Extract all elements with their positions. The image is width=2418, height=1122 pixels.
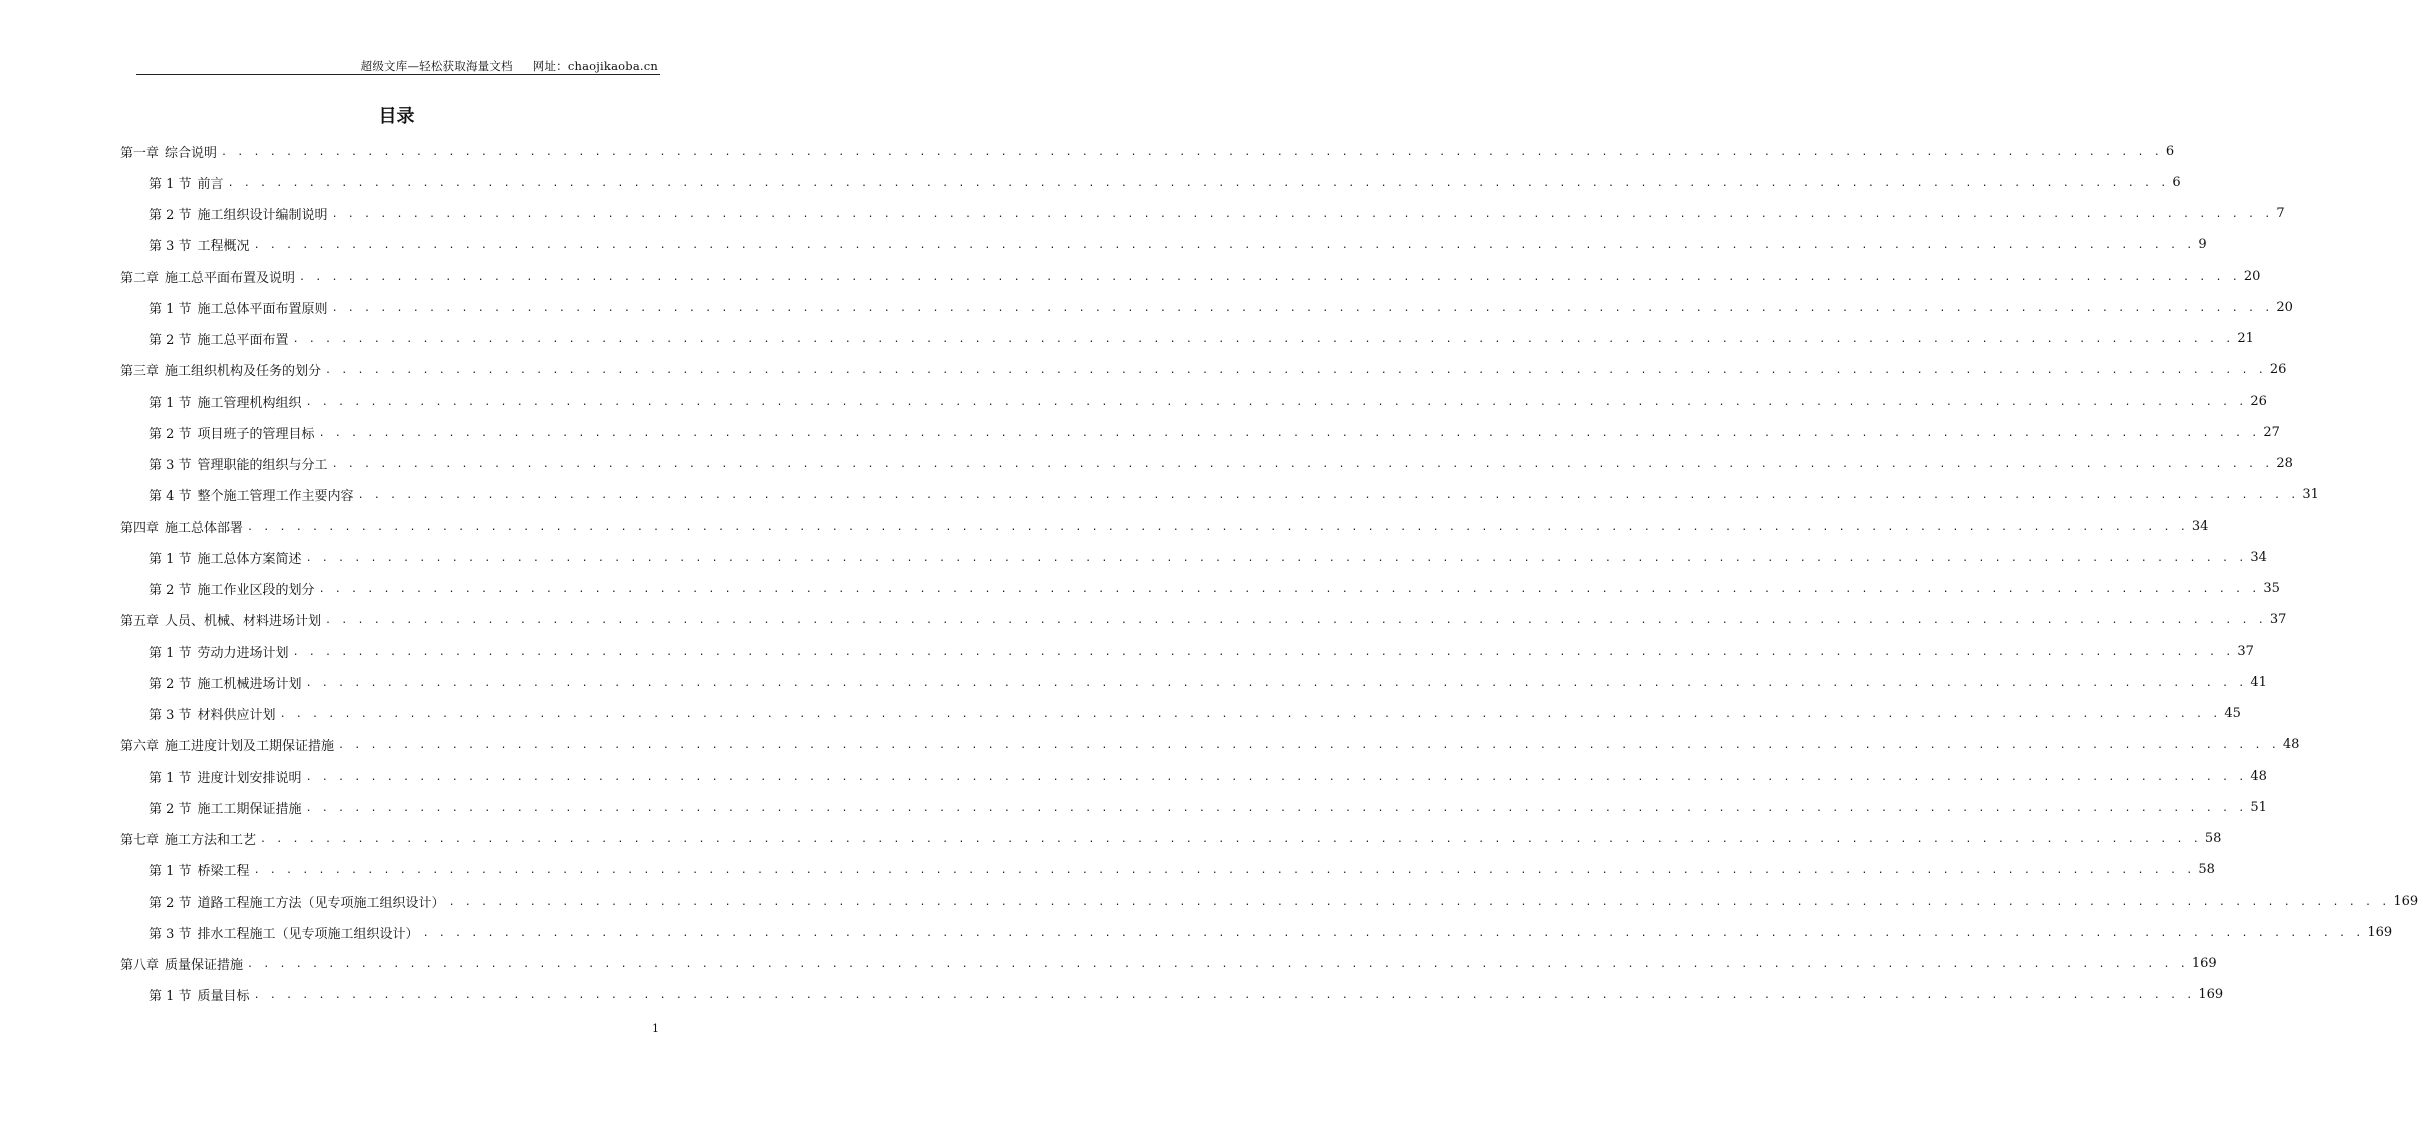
toc-entry-number: 第四章 [120, 520, 160, 536]
toc-page-number: 169 [2367, 924, 2393, 940]
toc-leader-dots: . . . . . . . . . . . . . . . . . . . . . . . . . . . . . . . . . . . . . . . . . . . . . . . . . . . . . . . . . . . . . . . . . . . . . . . . . . . . . . . . . . . . . . . . . . . . . . . . . . . . . . . . . . . . . . . . . . . . . . . . [305, 771, 2247, 783]
toc-leader-dots: . . . . . . . . . . . . . . . . . . . . . . . . . . . . . . . . . . . . . . . . . . . . . . . . . . . . . . . . . . . . . . . . . . . . . . . . . . . . . . . . . . . . . . . . . . . . . . . . . . . . . . . . . . . . . . . . . . . . . . . . [299, 271, 2240, 283]
toc-entry-label [149, 923, 419, 942]
toc-chapter-entry[interactable] [120, 826, 2222, 852]
toc-entry-label [149, 798, 302, 817]
page-number: 1 [652, 1022, 659, 1035]
toc-section-entry[interactable] [149, 638, 2254, 664]
toc-section-entry[interactable] [149, 232, 2207, 258]
toc-entry-label [149, 298, 328, 317]
toc-entry-label [149, 767, 302, 786]
toc-entry-text: 项目班子的管理目标 [197, 426, 315, 442]
toc-entry-label [120, 142, 217, 161]
toc-entry-text: 施工组织设计编制说明 [197, 208, 328, 223]
toc-entry-number: 第 2 节 [149, 208, 192, 223]
toc-section-entry[interactable] [149, 888, 2418, 914]
toc-leader-dots: . . . . . . . . . . . . . . . . . . . . . . . . . . . . . . . . . . . . . . . . . . . . . . . . . . . . . . . . . . . . . . . . . . . . . . . . . . . . . . . . . . . . . . . . . . . . . . . . . . . . . . . . . . . . . . . . . . . . . . . . [305, 802, 2247, 814]
toc-entry-text: 人员、机械、材料进场计划 [165, 614, 322, 630]
toc-page-number: 26 [2269, 362, 2287, 378]
toc-chapter-entry[interactable] [120, 513, 2209, 539]
toc-page-number: 28 [2276, 456, 2293, 471]
toc-entry-label [120, 954, 243, 973]
toc-chapter-entry[interactable] [120, 263, 2261, 289]
toc-entry-number: 第五章 [120, 614, 160, 630]
toc-page-number: 58 [2204, 831, 2222, 846]
toc-page-number: 34 [2250, 549, 2267, 565]
toc-entry-text: 桥梁工程 [197, 864, 250, 880]
toc-section-entry[interactable] [149, 482, 2319, 508]
toc-entry-text: 质量目标 [197, 989, 250, 1005]
toc-entry-label [149, 173, 224, 192]
toc-entry-number: 第 3 节 [149, 458, 192, 473]
toc-entry-number: 第 3 节 [149, 239, 192, 255]
toc-leader-dots: . . . . . . . . . . . . . . . . . . . . . . . . . . . . . . . . . . . . . . . . . . . . . . . . . . . . . . . . . . . . . . . . . . . . . . . . . . . . . . . . . . . . . . . . . . . . . . . . . . . . . . . . . . . . . . . . . . . . . . . . [260, 834, 2201, 845]
toc-page-number: 169 [2191, 956, 2217, 971]
toc-entry-label [149, 548, 302, 567]
toc-leader-dots: . . . . . . . . . . . . . . . . . . . . . . . . . . . . . . . . . . . . . . . . . . . . . . . . . . . . . . . . . . . . . . . . . . . . . . . . . . . . . . . . . . . . . . . . . . . . . . . . . . . . . . . . . . . . . . . . . . . . . . . . [325, 365, 2266, 377]
toc-entry-number: 第三章 [120, 364, 160, 380]
toc-page-number: 34 [2191, 518, 2209, 534]
toc-entry-number: 第 1 节 [149, 770, 192, 786]
toc-entry-text: 整个施工管理工作主要内容 [197, 489, 354, 505]
toc-leader-dots: . . . . . . . . . . . . . . . . . . . . . . . . . . . . . . . . . . . . . . . . . . . . . . . . . . . . . . . . . . . . . . . . . . . . . . . . . . . . . . . . . . . . . . . . . . . . . . . . . . . . . . . . . . . . . . . . . . . . . . . . [221, 146, 2162, 158]
toc-entry-label [120, 735, 334, 754]
toc-leader-dots: . . . . . . . . . . . . . . . . . . . . . . . . . . . . . . . . . . . . . . . . . . . . . . . . . . . . . . . . . . . . . . . . . . . . . . . . . . . . . . . . . . . . . . . . . . . . . . . . . . . . . . . . . . . . . . . . . . . . . . . . [305, 552, 2247, 564]
toc-page-number: 26 [2250, 393, 2267, 409]
toc-entry-label [149, 204, 328, 223]
toc-entry-label [149, 423, 315, 442]
toc-entry-number: 第八章 [120, 958, 160, 973]
toc-entry-text: 施工组织机构及任务的划分 [165, 364, 322, 380]
toc-entry-number: 第一章 [120, 145, 160, 161]
toc-entry-text: 劳动力进场计划 [197, 645, 289, 661]
toc-entry-number: 第 3 节 [149, 708, 192, 723]
toc-page-number: 51 [2250, 799, 2267, 815]
toc-entry-label [120, 517, 243, 536]
toc-page-number: 7 [2276, 206, 2285, 221]
toc-leader-dots: . . . . . . . . . . . . . . . . . . . . . . . . . . . . . . . . . . . . . . . . . . . . . . . . . . . . . . . . . . . . . . . . . . . . . . . . . . . . . . . . . . . . . . . . . . . . . . . . . . . . . . . . . . . . . . . . . . . . . . . . [292, 646, 2234, 658]
toc-leader-dots: . . . . . . . . . . . . . . . . . . . . . . . . . . . . . . . . . . . . . . . . . . . . . . . . . . . . . . . . . . . . . . . . . . . . . . . . . . . . . . . . . . . . . . . . . . . . . . . . . . . . . . . . . . . . . . . . . . . . . . . . [331, 459, 2273, 470]
toc-entry-text: 施工总体平面布置原则 [197, 301, 328, 317]
toc-page-number: 9 [2198, 237, 2207, 253]
toc-page-number: 20 [2243, 268, 2261, 284]
toc-entry-number: 第 1 节 [149, 864, 192, 880]
toc-entry-text: 材料供应计划 [197, 708, 276, 723]
toc-chapter-entry[interactable] [120, 138, 2175, 164]
toc-leader-dots: . . . . . . . . . . . . . . . . . . . . . . . . . . . . . . . . . . . . . . . . . . . . . . . . . . . . . . . . . . . . . . . . . . . . . . . . . . . . . . . . . . . . . . . . . . . . . . . . . . . . . . . . . . . . . . . . . . . . . . . . [318, 584, 2260, 595]
toc-page-number: 48 [2250, 768, 2267, 784]
toc-entry-text: 前言 [197, 176, 224, 192]
toc-entry-label [149, 485, 354, 504]
toc-entry-label [120, 267, 295, 286]
toc-entry-label [149, 673, 302, 692]
toc-section-entry[interactable] [149, 544, 2267, 570]
toc-entry-text: 施工总体方案简述 [197, 551, 302, 567]
toc-leader-dots: . . . . . . . . . . . . . . . . . . . . . . . . . . . . . . . . . . . . . . . . . . . . . . . . . . . . . . . . . . . . . . . . . . . . . . . . . . . . . . . . . . . . . . . . . . . . . . . . . . . . . . . . . . . . . . . . . . . . . . . . [448, 896, 2390, 908]
toc-entry-number: 第 2 节 [149, 801, 192, 817]
toc-entry-number: 第 3 节 [149, 926, 192, 942]
toc-chapter-entry[interactable] [120, 732, 2300, 758]
header-url: 网址：chaojikaoba.cn [532, 59, 658, 73]
toc-entry-text: 施工管理机构组织 [197, 395, 302, 411]
toc-leader-dots: . . . . . . . . . . . . . . . . . . . . . . . . . . . . . . . . . . . . . . . . . . . . . . . . . . . . . . . . . . . . . . . . . . . . . . . . . . . . . . . . . . . . . . . . . . . . . . . . . . . . . . . . . . . . . . . . . . . . . . . . [253, 240, 2195, 252]
toc-leader-dots: . . . . . . . . . . . . . . . . . . . . . . . . . . . . . . . . . . . . . . . . . . . . . . . . . . . . . . . . . . . . . . . . . . . . . . . . . . . . . . . . . . . . . . . . . . . . . . . . . . . . . . . . . . . . . . . . . . . . . . . . [253, 865, 2195, 877]
toc-section-entry[interactable] [149, 169, 2181, 195]
toc-entry-text: 质量保证措施 [165, 958, 244, 973]
toc-entry-label [149, 329, 289, 348]
toc-page-number: 48 [2282, 737, 2300, 753]
toc-entry-number: 第二章 [120, 270, 160, 286]
toc-entry-number: 第七章 [120, 833, 160, 848]
toc-leader-dots: . . . . . . . . . . . . . . . . . . . . . . . . . . . . . . . . . . . . . . . . . . . . . . . . . . . . . . . . . . . . . . . . . . . . . . . . . . . . . . . . . . . . . . . . . . . . . . . . . . . . . . . . . . . . . . . . . . . . . . . . [357, 490, 2299, 502]
toc-entry-text: 综合说明 [165, 145, 218, 161]
toc-entry-number: 第六章 [120, 739, 160, 755]
toc-page-number: 21 [2237, 331, 2254, 346]
toc-entry-text: 工程概况 [197, 239, 250, 255]
toc-entry-label [149, 454, 328, 473]
toc-section-entry[interactable] [149, 857, 2215, 883]
toc-section-entry[interactable] [149, 388, 2267, 414]
toc-entry-text: 施工总体部署 [165, 520, 244, 536]
toc-section-entry[interactable] [149, 982, 2224, 1008]
toc-entry-label [149, 392, 302, 411]
toc-leader-dots: . . . . . . . . . . . . . . . . . . . . . . . . . . . . . . . . . . . . . . . . . . . . . . . . . . . . . . . . . . . . . . . . . . . . . . . . . . . . . . . . . . . . . . . . . . . . . . . . . . . . . . . . . . . . . . . . . . . . . . . . [422, 927, 2364, 939]
toc-leader-dots: . . . . . . . . . . . . . . . . . . . . . . . . . . . . . . . . . . . . . . . . . . . . . . . . . . . . . . . . . . . . . . . . . . . . . . . . . . . . . . . . . . . . . . . . . . . . . . . . . . . . . . . . . . . . . . . . . . . . . . . . [325, 615, 2266, 627]
toc-entry-number: 第 1 节 [149, 551, 192, 567]
toc-entry-number: 第 1 节 [149, 395, 192, 411]
toc-entry-number: 第 1 节 [149, 301, 192, 317]
toc-entry-text: 施工作业区段的划分 [197, 583, 315, 598]
toc-page-number: 6 [2165, 143, 2175, 159]
toc-section-entry[interactable] [149, 201, 2285, 227]
toc-leader-dots: . . . . . . . . . . . . . . . . . . . . . . . . . . . . . . . . . . . . . . . . . . . . . . . . . . . . . . . . . . . . . . . . . . . . . . . . . . . . . . . . . . . . . . . . . . . . . . . . . . . . . . . . . . . . . . . . . . . . . . . . [253, 990, 2195, 1002]
toc-leader-dots: . . . . . . . . . . . . . . . . . . . . . . . . . . . . . . . . . . . . . . . . . . . . . . . . . . . . . . . . . . . . . . . . . . . . . . . . . . . . . . . . . . . . . . . . . . . . . . . . . . . . . . . . . . . . . . . . . . . . . . . . [227, 177, 2169, 189]
toc-leader-dots: . . . . . . . . . . . . . . . . . . . . . . . . . . . . . . . . . . . . . . . . . . . . . . . . . . . . . . . . . . . . . . . . . . . . . . . . . . . . . . . . . . . . . . . . . . . . . . . . . . . . . . . . . . . . . . . . . . . . . . . . [305, 396, 2247, 408]
toc-entry-number: 第 4 节 [149, 489, 192, 505]
toc-entry-label [149, 860, 250, 879]
toc-page-number: 45 [2224, 706, 2241, 721]
toc-section-entry[interactable] [149, 669, 2267, 695]
toc-entry-text: 管理职能的组织与分工 [197, 458, 328, 473]
toc-entry-text: 施工工期保证措施 [197, 801, 302, 817]
toc-entry-label [149, 985, 250, 1004]
toc-page-number: 6 [2172, 174, 2181, 190]
toc-entry-number: 第 2 节 [149, 583, 192, 598]
toc-entry-label [149, 579, 315, 598]
toc-page-number: 35 [2263, 581, 2280, 596]
toc-section-entry[interactable] [149, 701, 2241, 727]
toc-entry-text: 进度计划安排说明 [197, 770, 302, 786]
toc-page-number: 169 [2198, 987, 2224, 1003]
toc-leader-dots: . . . . . . . . . . . . . . . . . . . . . . . . . . . . . . . . . . . . . . . . . . . . . . . . . . . . . . . . . . . . . . . . . . . . . . . . . . . . . . . . . . . . . . . . . . . . . . . . . . . . . . . . . . . . . . . . . . . . . . . . [331, 302, 2273, 314]
toc-entry-number: 第 2 节 [149, 426, 192, 442]
toc-entry-text: 施工进度计划及工期保证措施 [165, 739, 335, 755]
toc-leader-dots: . . . . . . . . . . . . . . . . . . . . . . . . . . . . . . . . . . . . . . . . . . . . . . . . . . . . . . . . . . . . . . . . . . . . . . . . . . . . . . . . . . . . . . . . . . . . . . . . . . . . . . . . . . . . . . . . . . . . . . . . [305, 677, 2247, 689]
toc-page-number: 37 [2269, 612, 2287, 628]
toc-entry-text: 施工机械进场计划 [197, 676, 302, 692]
toc-page-number: 169 [2393, 893, 2418, 909]
toc-page-number: 27 [2263, 424, 2280, 440]
toc-entry-label [149, 892, 445, 911]
toc-leader-dots: . . . . . . . . . . . . . . . . . . . . . . . . . . . . . . . . . . . . . . . . . . . . . . . . . . . . . . . . . . . . . . . . . . . . . . . . . . . . . . . . . . . . . . . . . . . . . . . . . . . . . . . . . . . . . . . . . . . . . . . . [279, 709, 2221, 720]
toc-section-entry[interactable] [149, 294, 2293, 320]
toc-section-entry[interactable] [149, 326, 2254, 352]
toc-entry-number: 第 1 节 [149, 989, 192, 1005]
toc-chapter-entry[interactable] [120, 951, 2217, 977]
toc-section-entry[interactable] [149, 419, 2280, 445]
toc-entry-label [149, 704, 276, 723]
page-header [136, 56, 660, 75]
toc-page-number: 31 [2302, 487, 2319, 503]
toc-leader-dots: . . . . . . . . . . . . . . . . . . . . . . . . . . . . . . . . . . . . . . . . . . . . . . . . . . . . . . . . . . . . . . . . . . . . . . . . . . . . . . . . . . . . . . . . . . . . . . . . . . . . . . . . . . . . . . . . . . . . . . . . [331, 209, 2273, 220]
toc-entry-label [120, 829, 256, 848]
page-title: 目录 [378, 106, 415, 127]
toc-section-entry[interactable] [149, 451, 2293, 477]
toc-leader-dots: . . . . . . . . . . . . . . . . . . . . . . . . . . . . . . . . . . . . . . . . . . . . . . . . . . . . . . . . . . . . . . . . . . . . . . . . . . . . . . . . . . . . . . . . . . . . . . . . . . . . . . . . . . . . . . . . . . . . . . . . [247, 959, 2188, 970]
header-text [361, 58, 658, 74]
toc-entry-number: 第 2 节 [149, 333, 192, 348]
toc-chapter-entry[interactable] [120, 607, 2287, 633]
toc-entry-label [120, 360, 321, 379]
toc-entry-label [120, 610, 321, 629]
toc-leader-dots: . . . . . . . . . . . . . . . . . . . . . . . . . . . . . . . . . . . . . . . . . . . . . . . . . . . . . . . . . . . . . . . . . . . . . . . . . . . . . . . . . . . . . . . . . . . . . . . . . . . . . . . . . . . . . . . . . . . . . . . . [318, 427, 2260, 439]
toc-chapter-entry[interactable] [120, 357, 2287, 383]
toc-entry-text: 施工总平面布置 [197, 333, 289, 348]
toc-entry-number: 第 1 节 [149, 645, 192, 661]
toc-entry-text: 施工方法和工艺 [165, 833, 257, 848]
toc-entry-text: 道路工程施工方法（见专项施工组织设计） [197, 895, 445, 911]
toc-entry-number: 第 2 节 [149, 676, 192, 692]
toc-leader-dots: . . . . . . . . . . . . . . . . . . . . . . . . . . . . . . . . . . . . . . . . . . . . . . . . . . . . . . . . . . . . . . . . . . . . . . . . . . . . . . . . . . . . . . . . . . . . . . . . . . . . . . . . . . . . . . . . . . . . . . . . [292, 334, 2234, 345]
toc-entry-number: 第 1 节 [149, 176, 192, 192]
header-site-name: 超级文库—轻松获取海量文档 [360, 59, 513, 73]
toc-section-entry[interactable] [149, 919, 2393, 945]
toc-entry-label [149, 642, 289, 661]
toc-page-number: 20 [2276, 299, 2293, 315]
toc-section-entry[interactable] [149, 794, 2267, 820]
toc-entry-text: 施工总平面布置及说明 [165, 270, 296, 286]
toc-leader-dots: . . . . . . . . . . . . . . . . . . . . . . . . . . . . . . . . . . . . . . . . . . . . . . . . . . . . . . . . . . . . . . . . . . . . . . . . . . . . . . . . . . . . . . . . . . . . . . . . . . . . . . . . . . . . . . . . . . . . . . . . [247, 521, 2188, 533]
toc-section-entry[interactable] [149, 576, 2280, 602]
toc-entry-number: 第 2 节 [149, 895, 192, 911]
toc-page-number: 37 [2237, 643, 2254, 659]
toc-section-entry[interactable] [149, 763, 2267, 789]
toc-entry-label [149, 235, 250, 254]
toc-page-number: 41 [2250, 674, 2267, 690]
toc-page-number: 58 [2198, 862, 2215, 878]
toc-leader-dots: . . . . . . . . . . . . . . . . . . . . . . . . . . . . . . . . . . . . . . . . . . . . . . . . . . . . . . . . . . . . . . . . . . . . . . . . . . . . . . . . . . . . . . . . . . . . . . . . . . . . . . . . . . . . . . . . . . . . . . . . [338, 740, 2279, 752]
toc-entry-text: 排水工程施工（见专项施工组织设计） [197, 926, 419, 942]
